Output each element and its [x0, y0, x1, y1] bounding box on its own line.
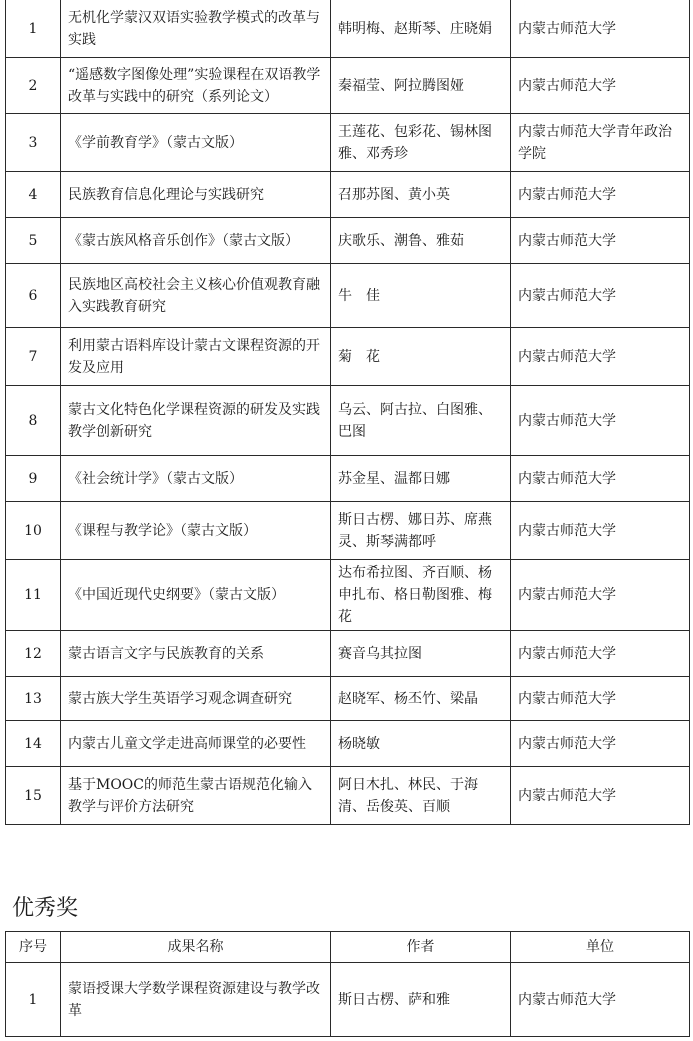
unit: 内蒙古师范大学青年政治学院	[511, 114, 690, 172]
achievement-title: 利用蒙古语料库设计蒙古文课程资源的开发及应用	[61, 328, 331, 386]
column-header-unit: 单位	[511, 932, 690, 963]
achievement-title: 内蒙古儿童文学走进高师课堂的必要性	[61, 721, 331, 767]
row-number: 5	[6, 218, 61, 264]
row-number: 8	[6, 386, 61, 456]
table-row	[6, 456, 690, 502]
authors: 乌云、阿古拉、白图雅、巴图	[331, 386, 511, 456]
table-header-row	[6, 932, 690, 963]
unit: 内蒙古师范大学	[511, 963, 690, 1037]
row-number: 4	[6, 172, 61, 218]
table-row	[6, 218, 690, 264]
table-row	[6, 172, 690, 218]
table-row	[6, 767, 690, 825]
unit: 内蒙古师范大学	[511, 456, 690, 502]
row-number: 2	[6, 58, 61, 114]
table-row	[6, 264, 690, 328]
table-row	[6, 677, 690, 721]
column-header-title: 成果名称	[61, 932, 331, 963]
achievement-title: 蒙古语言文字与民族教育的关系	[61, 631, 331, 677]
achievement-title: 民族教育信息化理论与实践研究	[61, 172, 331, 218]
row-number: 1	[6, 0, 61, 58]
unit: 内蒙古师范大学	[511, 58, 690, 114]
table-row	[6, 0, 690, 58]
achievement-title: 蒙古文化特色化学课程资源的研发及实践教学创新研究	[61, 386, 331, 456]
table-row	[6, 328, 690, 386]
authors: 赵晓军、杨丕竹、梁晶	[331, 677, 511, 721]
authors: 庆歌乐、潮鲁、雅茹	[331, 218, 511, 264]
authors: 菊 花	[331, 328, 511, 386]
achievement-title: 《蒙古族风格音乐创作》（蒙古文版）	[61, 218, 331, 264]
unit: 内蒙古师范大学	[511, 0, 690, 58]
achievement-title: 《社会统计学》（蒙古文版）	[61, 456, 331, 502]
column-header-no: 序号	[6, 932, 61, 963]
row-number: 15	[6, 767, 61, 825]
row-number: 14	[6, 721, 61, 767]
row-number: 12	[6, 631, 61, 677]
authors: 斯日古楞、萨和雅	[331, 963, 511, 1037]
authors: 秦福莹、阿拉腾图娅	[331, 58, 511, 114]
column-header-authors: 作者	[331, 932, 511, 963]
unit: 内蒙古师范大学	[511, 767, 690, 825]
unit: 内蒙古师范大学	[511, 721, 690, 767]
table-row	[6, 560, 690, 631]
authors: 王莲花、包彩花、锡林图雅、邓秀珍	[331, 114, 511, 172]
achievement-title: “遥感数字图像处理”实验课程在双语教学改革与实践中的研究（系列论文）	[61, 58, 331, 114]
unit: 内蒙古师范大学	[511, 172, 690, 218]
section-title-excellent-award: 优秀奖	[12, 896, 79, 921]
achievement-title: 民族地区高校社会主义核心价值观教育融入实践教育研究	[61, 264, 331, 328]
table-row	[6, 386, 690, 456]
authors: 苏金星、温都日娜	[331, 456, 511, 502]
row-number: 11	[6, 560, 61, 631]
authors: 杨晓敏	[331, 721, 511, 767]
unit: 内蒙古师范大学	[511, 560, 690, 631]
authors: 牛 佳	[331, 264, 511, 328]
achievement-title: 蒙语授课大学数学课程资源建设与教学改革	[61, 963, 331, 1037]
authors: 赛音乌其拉图	[331, 631, 511, 677]
row-number: 3	[6, 114, 61, 172]
authors: 阿日木扎、林民、于海清、岳俊英、百顺	[331, 767, 511, 825]
row-number: 13	[6, 677, 61, 721]
row-number: 9	[6, 456, 61, 502]
table-row	[6, 502, 690, 560]
unit: 内蒙古师范大学	[511, 631, 690, 677]
authors: 达布希拉图、齐百顺、杨申扎布、格日勒图雅、梅花	[331, 560, 511, 631]
table-row	[6, 631, 690, 677]
unit: 内蒙古师范大学	[511, 677, 690, 721]
authors: 韩明梅、赵斯琴、庄晓娟	[331, 0, 511, 58]
unit: 内蒙古师范大学	[511, 386, 690, 456]
unit: 内蒙古师范大学	[511, 218, 690, 264]
achievement-title: 《中国近现代史纲要》（蒙古文版）	[61, 560, 331, 631]
table-row	[6, 114, 690, 172]
row-number: 10	[6, 502, 61, 560]
table-row	[6, 963, 690, 1037]
achievement-title: 《学前教育学》（蒙古文版）	[61, 114, 331, 172]
achievement-title: 无机化学蒙汉双语实验教学模式的改革与实践	[61, 0, 331, 58]
achievement-title: 基于MOOC的师范生蒙古语规范化输入教学与评价方法研究	[61, 767, 331, 825]
row-number: 6	[6, 264, 61, 328]
row-number: 7	[6, 328, 61, 386]
row-number: 1	[6, 963, 61, 1037]
authors: 召那苏图、黄小英	[331, 172, 511, 218]
achievement-title: 蒙古族大学生英语学习观念调查研究	[61, 677, 331, 721]
table-row	[6, 58, 690, 114]
unit: 内蒙古师范大学	[511, 264, 690, 328]
unit: 内蒙古师范大学	[511, 328, 690, 386]
table-row	[6, 721, 690, 767]
achievement-title: 《课程与教学论》（蒙古文版）	[61, 502, 331, 560]
unit: 内蒙古师范大学	[511, 502, 690, 560]
authors: 斯日古楞、娜日苏、席燕灵、斯琴满都呼	[331, 502, 511, 560]
award-list-table	[5, 0, 690, 825]
excellent-award-table	[5, 931, 690, 1037]
